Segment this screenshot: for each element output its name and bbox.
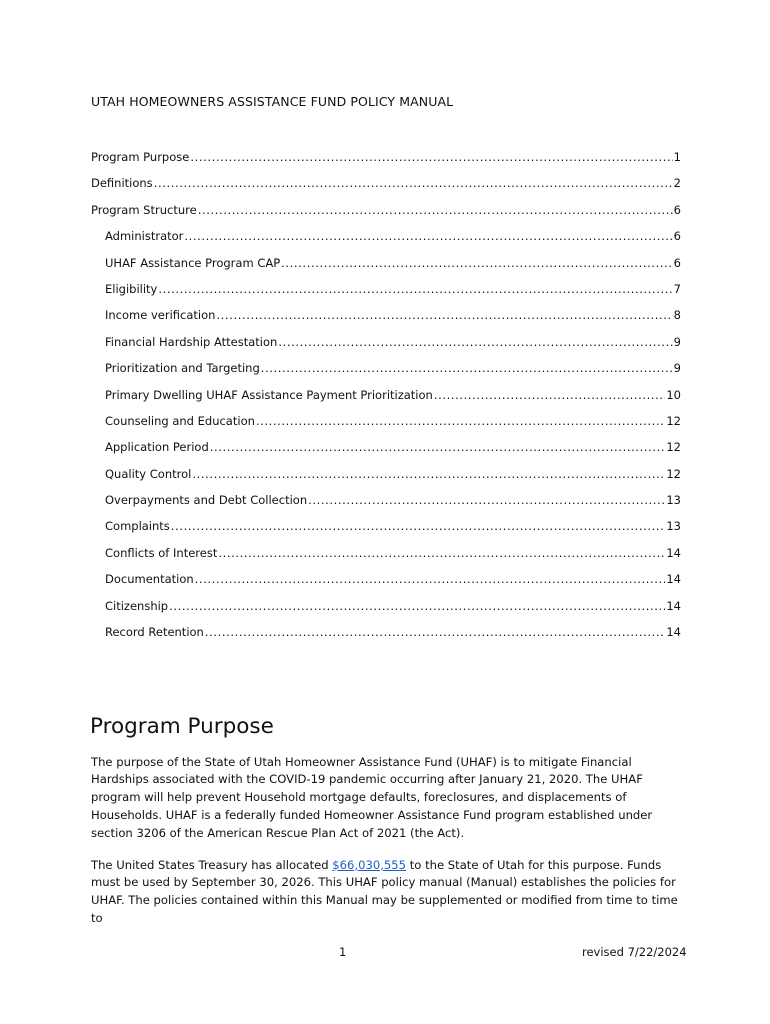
toc-leader-dots: [198, 203, 673, 217]
toc-entry-record-retention[interactable]: [91, 625, 681, 651]
toc-entry-eligibility[interactable]: [91, 282, 681, 308]
toc-entry-complaints[interactable]: [91, 519, 681, 545]
toc-entry-documentation[interactable]: [91, 572, 681, 598]
toc-entry-conflicts-of-interest[interactable]: [91, 546, 681, 572]
toc-leader-dots: [205, 625, 666, 639]
toc-entry-label: Income verification: [105, 308, 216, 323]
toc-leader-dots: [261, 361, 673, 375]
toc-entry-label: Quality Control: [105, 466, 192, 481]
toc-leader-dots: [278, 335, 672, 349]
toc-leader-dots: [434, 388, 666, 402]
toc-entry-prioritization-and-targeting[interactable]: [91, 361, 681, 387]
toc-entry-assistance-program-cap[interactable]: [91, 256, 681, 282]
toc-entry-label: Program Purpose: [91, 150, 190, 164]
toc-leader-dots: [210, 440, 666, 454]
toc-entry-label: Overpayments and Debt Collection: [105, 493, 308, 508]
toc-entry-page: 2: [673, 176, 681, 191]
toc-entry-page: 7: [673, 281, 681, 296]
toc-entry-counseling-and-education[interactable]: [91, 414, 681, 440]
toc-leader-dots: [281, 256, 673, 270]
allocation-amount-link[interactable]: $66,030,555: [332, 857, 407, 872]
toc-entry-program-structure[interactable]: [91, 203, 681, 229]
toc-entry-label: Documentation: [105, 572, 194, 587]
toc-leader-dots: [171, 519, 666, 533]
toc-entry-label: UHAF Assistance Program CAP: [105, 255, 281, 270]
toc-leader-dots: [184, 229, 672, 243]
toc-entry-citizenship[interactable]: [91, 599, 681, 625]
toc-entry-income-verification[interactable]: [91, 308, 681, 334]
toc-leader-dots: [195, 572, 666, 586]
toc-entry-page: 1: [673, 150, 681, 164]
table-of-contents: [91, 150, 681, 651]
toc-entry-page: 9: [673, 361, 681, 376]
toc-entry-label: Record Retention: [105, 625, 204, 640]
purpose-paragraph: The purpose of the State of Utah Homeowner Assistance Fund (UHAF) is to mitigate Financial Hardships associated with the COVID-19 pandemic occurring after January 21, 2020. The UHAF program will help prevent Household mortgage defaults, foreclosures, and displacements of Households. UHAF is a federally funded Homeowner Assistance Fund program established under section 3206 of the American Rescue Plan Act of 2021 (the Act).: [91, 754, 653, 840]
toc-leader-dots: [216, 308, 672, 322]
toc-entry-page: 8: [673, 308, 681, 323]
toc-entry-page: 9: [673, 334, 681, 349]
toc-leader-dots: [192, 467, 665, 481]
toc-entry-page: 14: [666, 572, 681, 587]
toc-entry-page: 14: [666, 598, 681, 613]
toc-leader-dots: [158, 282, 672, 296]
toc-entry-page: 6: [673, 229, 681, 244]
toc-entry-label: Financial Hardship Attestation: [105, 334, 278, 349]
toc-entry-page: 6: [673, 202, 681, 217]
footer-page-number: 1: [339, 945, 347, 959]
toc-entry-page: 12: [666, 466, 681, 481]
toc-entry-payment-prioritization[interactable]: [91, 388, 681, 414]
toc-entry-page: 13: [666, 493, 681, 508]
footer-revised-date: revised 7/22/2024: [582, 945, 687, 959]
toc-entry-definitions[interactable]: [91, 176, 681, 202]
toc-entry-label: Eligibility: [105, 281, 158, 296]
toc-entry-page: 6: [673, 255, 681, 270]
toc-entry-label: Prioritization and Targeting: [105, 361, 260, 376]
toc-entry-page: 12: [666, 440, 681, 455]
toc-entry-administrator[interactable]: [91, 229, 681, 255]
toc-entry-label: Primary Dwelling UHAF Assistance Payment Prioritization: [105, 387, 433, 402]
toc-entry-page: 13: [666, 519, 681, 534]
toc-leader-dots: [190, 150, 672, 164]
allocation-text-start: The United States Treasury has allocated: [91, 857, 333, 872]
allocation-paragraph: [91, 857, 691, 928]
toc-entry-label: Complaints: [105, 519, 170, 534]
toc-leader-dots: [218, 546, 665, 560]
section-heading: Program Purpose: [90, 714, 274, 740]
toc-entry-page: 14: [666, 545, 681, 560]
toc-entry-page: 14: [666, 625, 681, 640]
toc-entry-application-period[interactable]: [91, 440, 681, 466]
toc-entry-page: 10: [666, 387, 681, 402]
toc-entry-label: Definitions: [91, 176, 153, 191]
toc-entry-label: Administrator: [105, 229, 184, 244]
toc-entry-label: Citizenship: [105, 598, 169, 613]
toc-leader-dots: [308, 493, 665, 507]
toc-leader-dots: [256, 414, 665, 428]
toc-entry-program-purpose[interactable]: [91, 150, 681, 176]
toc-entry-quality-control[interactable]: [91, 467, 681, 493]
toc-entry-page: 12: [666, 413, 681, 428]
toc-entry-label: Program Structure: [91, 202, 197, 217]
toc-entry-overpayments-and-debt-collection[interactable]: [91, 493, 681, 519]
toc-entry-financial-hardship-attestation[interactable]: [91, 335, 681, 361]
document-title: UTAH HOMEOWNERS ASSISTANCE FUND POLICY MANUAL: [91, 94, 454, 109]
toc-entry-label: Conflicts of Interest: [105, 545, 218, 560]
toc-leader-dots: [154, 176, 673, 190]
toc-leader-dots: [169, 599, 665, 613]
toc-entry-label: Application Period: [105, 440, 209, 455]
toc-entry-label: Counseling and Education: [105, 413, 255, 428]
allocation-text-end: to the State of Utah for this purpose. Funds must be used by September 30, 2026. This UHAF policy manual (Manual) establishes the policies for UHAF. The policies contained within this Manual may be supplemented or modified from time to time to: [91, 857, 678, 925]
